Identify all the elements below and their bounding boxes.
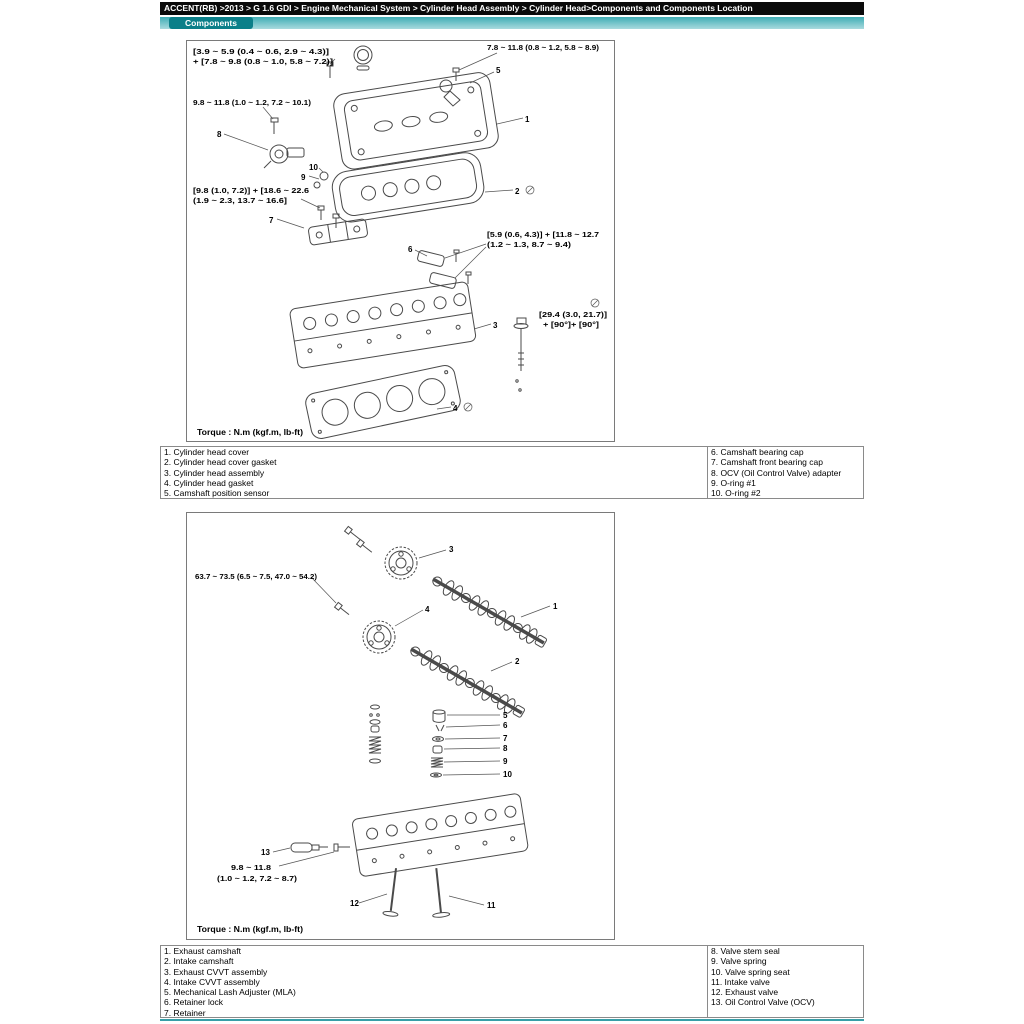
callout-leader-lines — [273, 550, 550, 905]
mla-icon — [433, 710, 445, 722]
part-item: 7. Camshaft front bearing cap — [711, 457, 823, 468]
part-item: 6. Retainer lock — [164, 997, 224, 1008]
breadcrumb: ACCENT(RB) >2013 > G 1.6 GDI > Engine Mechanical System > Cylinder Head Assembly > Cylinder Head>Components and Components Location — [160, 2, 864, 15]
parts-table-1-left-column — [161, 447, 707, 498]
part-item: 10. Valve spring seat — [711, 966, 790, 977]
torque-annotation: (1.0 ~ 1.2, 7.2 ~ 8.7) — [217, 876, 297, 883]
part-item: 8. Valve stem seal — [711, 946, 780, 956]
o-ring-2-icon — [314, 182, 320, 188]
torque-annotation: + [90°]+ [90°] — [543, 322, 586, 329]
callout-5: 5 — [503, 711, 508, 720]
callout-7: 7 — [503, 734, 508, 743]
cover-side-bolt-icon — [271, 118, 278, 134]
cylinder-head-exploded-diagram — [187, 41, 614, 441]
part-item: 9. Valve spring — [711, 956, 767, 967]
figure-valve-train-box — [186, 512, 615, 940]
exhaust-cvvt-icon — [385, 547, 417, 579]
valve-stem-seal-icon — [433, 746, 442, 753]
callout-5: 5 — [496, 66, 501, 75]
non-reusable-icon — [526, 186, 534, 194]
part-item: 1. Cylinder head cover — [164, 447, 250, 457]
callout-10: 10 — [503, 770, 512, 779]
parts-table-2-right-column — [707, 946, 863, 1017]
non-reusable-icon — [464, 403, 472, 411]
callout-9: 9 — [301, 173, 306, 182]
torque-annotation: 9.8 ~ 11.8 — [231, 865, 272, 872]
part-item: 5. Camshaft position sensor — [164, 488, 270, 499]
callout-8: 8 — [503, 744, 508, 753]
part-item: 4. Intake CVVT assembly — [164, 976, 260, 987]
torque-annotation: [3.9 ~ 5.9 (0.4 ~ 0.6, 2.9 ~ 4.3)] — [193, 49, 329, 56]
torque-annotation: 63.7 ~ 73.5 (6.5 ~ 7.5, 47.0 ~ 54.2) — [195, 574, 317, 581]
intake-valve-icon — [428, 867, 450, 918]
parts-table-1-right-column — [707, 447, 863, 498]
torque-annotation: (1.2 ~ 1.3, 8.7 ~ 9.4) — [487, 242, 571, 249]
section-title: Components — [169, 17, 253, 29]
valve-spring-icon — [431, 758, 443, 767]
oil-filler-cap-icon — [354, 46, 372, 70]
torque-note: Torque : N.m (kgf.m, lb-ft) — [197, 427, 304, 437]
torque-annotation: 9.8 ~ 11.8 (1.0 ~ 1.2, 7.2 ~ 10.1) — [193, 100, 311, 107]
callout-7: 7 — [269, 216, 274, 225]
part-item: 2. Cylinder head cover gasket — [164, 457, 277, 468]
part-item: 6. Camshaft bearing cap — [711, 447, 804, 457]
torque-annotation: [29.4 (3.0, 21.7)] — [539, 312, 607, 319]
torque-annotation: + [7.8 ~ 9.8 (0.8 ~ 1.0, 5.8 ~ 7.2)] — [193, 59, 333, 66]
part-item: 4. Cylinder head gasket — [164, 477, 254, 488]
exhaust-camshaft-icon — [429, 572, 549, 650]
part-item: 3. Cylinder head assembly — [164, 467, 265, 478]
cylinder-head-cover-gasket-icon — [330, 150, 486, 224]
callout-4: 4 — [453, 404, 458, 413]
part-item: 5. Mechanical Lash Adjuster (MLA) — [164, 987, 296, 998]
callout-3: 3 — [493, 321, 498, 330]
part-item: 9. O-ring #1 — [711, 477, 756, 488]
retainer-icon — [433, 737, 444, 742]
intake-camshaft-icon — [407, 642, 527, 720]
part-item: 7. Retainer — [164, 1007, 206, 1018]
camshaft-bearing-caps-icon — [417, 250, 471, 289]
callout-11: 11 — [487, 901, 496, 910]
callout-6: 6 — [503, 721, 508, 730]
ocv-adapter-icon — [264, 145, 304, 168]
part-item: 11. Intake valve — [711, 976, 770, 987]
cvvt-mount-bolt-icon — [335, 602, 351, 617]
cylinder-head-bolt-icon — [514, 318, 528, 391]
non-reusable-icon — [591, 299, 599, 307]
intake-cvvt-icon — [363, 621, 395, 653]
callout-4: 4 — [425, 605, 430, 614]
parts-table-2-left-column — [161, 946, 707, 1017]
ocv-icon — [291, 843, 328, 852]
torque-annotation: (1.9 ~ 2.3, 13.7 ~ 16.6] — [193, 198, 287, 205]
parts-table-2 — [160, 945, 864, 1018]
section-banner — [160, 17, 864, 29]
callout-1: 1 — [525, 115, 530, 124]
part-item: 2. Intake camshaft — [164, 956, 234, 967]
torque-note: Torque : N.m (kgf.m, lb-ft) — [197, 924, 304, 934]
bottom-rule — [160, 1019, 864, 1021]
part-item: 12. Exhaust valve — [711, 987, 779, 998]
part-item: 1. Exhaust camshaft — [164, 946, 242, 956]
camshaft-position-sensor-icon — [440, 68, 460, 106]
callout-3: 3 — [449, 545, 454, 554]
callout-1: 1 — [553, 602, 558, 611]
torque-annotation: [5.9 (0.6, 4.3)] + [11.8 ~ 12.7 — [487, 232, 600, 239]
callout-10: 10 — [309, 163, 318, 172]
ocv-bolt-icon — [334, 844, 350, 851]
figure-cylinder-head-box — [186, 40, 615, 442]
callout-8: 8 — [217, 130, 222, 139]
part-item: 10. O-ring #2 — [711, 488, 761, 499]
valve-train-exploded-diagram — [187, 513, 614, 939]
callout-9: 9 — [503, 757, 508, 766]
parts-table-1 — [160, 446, 864, 499]
callout-12: 12 — [350, 899, 359, 908]
callout-2: 2 — [515, 657, 520, 666]
valve-spring-seat-icon — [431, 773, 442, 777]
retainer-lock-icon — [436, 725, 444, 731]
exhaust-valve-icon — [383, 867, 404, 917]
torque-annotation: 7.8 ~ 11.8 (0.8 ~ 1.2, 5.8 ~ 8.9) — [487, 45, 599, 52]
camshaft-front-bearing-cap-icon — [308, 219, 368, 246]
callout-13: 13 — [261, 848, 270, 857]
torque-annotation: [9.8 (1.0, 7.2)] + [18.6 ~ 22.6 — [193, 188, 310, 195]
cylinder-head-icon — [352, 793, 529, 877]
cylinder-head-gasket-icon — [304, 364, 462, 441]
valve-train-stack-icon — [369, 705, 381, 763]
part-item: 13. Oil Control Valve (OCV) — [711, 997, 815, 1008]
part-item: 8. OCV (Oil Control Valve) adapter — [711, 467, 842, 478]
o-ring-1-icon — [320, 172, 328, 180]
part-item: 3. Exhaust CVVT assembly — [164, 966, 268, 977]
cvvt-bolts-icon — [345, 526, 374, 554]
callout-6: 6 — [408, 245, 413, 254]
cylinder-head-icon — [289, 281, 476, 368]
callout-2: 2 — [515, 187, 520, 196]
